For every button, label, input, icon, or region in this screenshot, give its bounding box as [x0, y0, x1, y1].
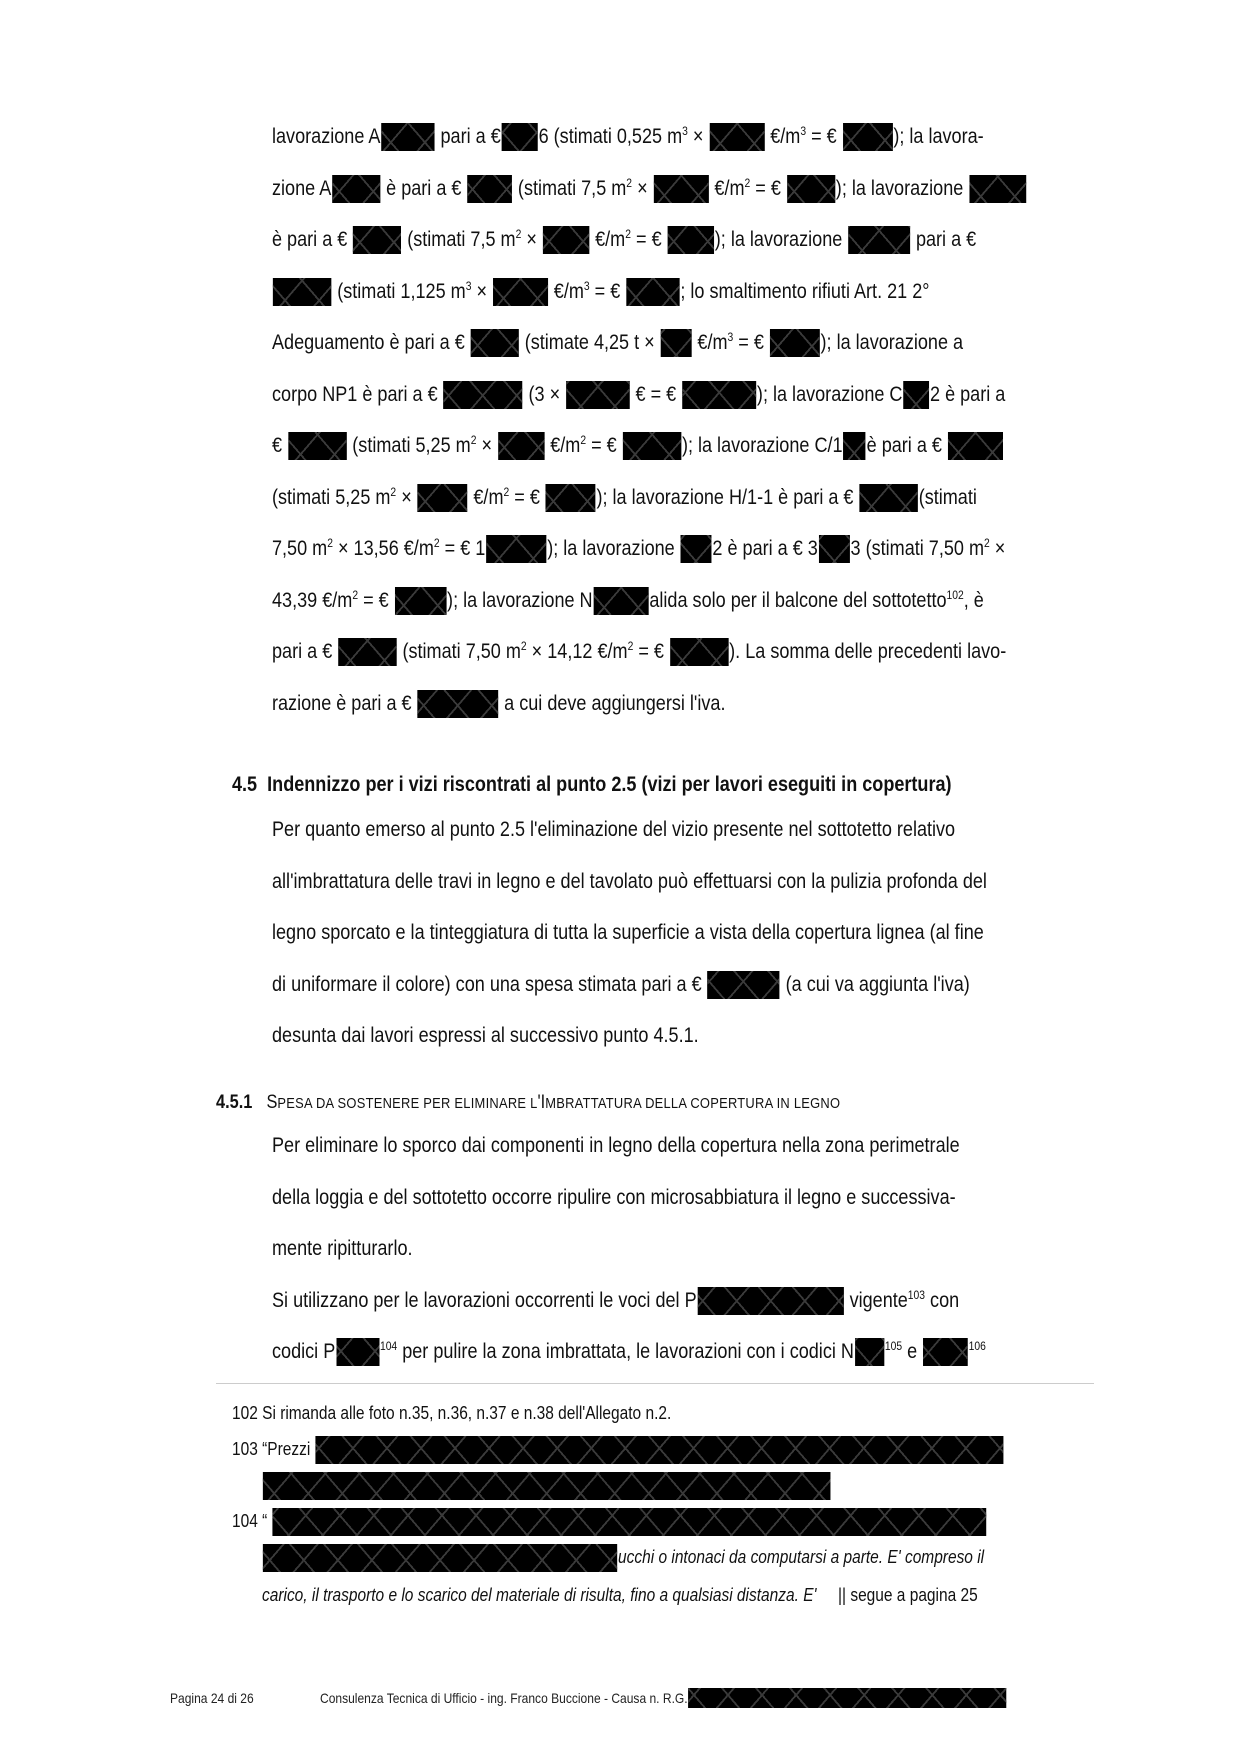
text-run: ); la lavora-: [893, 125, 984, 148]
text-run: = €: [633, 640, 669, 663]
superscript: 2: [627, 639, 634, 653]
redaction: [667, 226, 713, 254]
redaction: [498, 432, 544, 460]
text-run: ); la lavorazione H/1-1 è pari a €: [596, 485, 859, 509]
text-line: [272, 534, 1006, 564]
text-line: [272, 1183, 979, 1213]
redaction: [848, 226, 910, 254]
text-run: per pulire la zona imbrattata, le lavorazioni con i codici N: [397, 1340, 854, 1363]
text-line: [272, 328, 979, 358]
text-run: €/m: [692, 331, 728, 354]
text-line: [272, 1021, 979, 1051]
text-run: 6 (stimati 0,525 m: [538, 125, 683, 148]
text-run: corpo NP1 è pari a €: [272, 382, 443, 406]
text-line: [272, 1131, 979, 1161]
redaction: [263, 1472, 831, 1500]
superscript: 2: [626, 175, 633, 190]
text-run: e: [902, 1340, 923, 1363]
text-run: ); la lavorazione C/1: [681, 434, 843, 457]
redaction: [661, 329, 692, 357]
superscript: 2: [984, 536, 990, 550]
text-run: pari a €: [435, 125, 501, 148]
superscript: 2: [625, 227, 631, 241]
text-run: pari a €: [910, 228, 977, 251]
text-run: ); la lavorazione a: [820, 331, 964, 354]
superscript: 105: [884, 1339, 903, 1353]
text-run: legno sporcato e la tinteggiatura di tutta la superficie a vista della copertura lignea (al fine: [272, 921, 984, 944]
text-run: è pari a €: [381, 176, 467, 200]
redaction: [543, 226, 589, 254]
redaction: [486, 535, 546, 563]
redaction: [903, 381, 929, 409]
text-run: = €: [586, 434, 622, 457]
redaction: [654, 175, 709, 203]
text-run: ). La somma delle precedenti lavo-: [729, 640, 1007, 663]
text-run: €/m: [548, 279, 584, 303]
text-run: ×: [632, 176, 653, 200]
text-run: (stimate 4,25 t ×: [519, 331, 660, 354]
text-run: , è: [963, 588, 984, 612]
text-run: (stimati 5,25 m: [347, 434, 471, 457]
superscript: 3: [727, 330, 734, 344]
text-line: [272, 1337, 986, 1367]
text-run: lavorazione A: [272, 125, 381, 148]
redaction: [336, 1338, 379, 1366]
redaction: [697, 1287, 843, 1315]
text-run: (stimati 1,125 m: [332, 279, 466, 303]
text-line: [272, 815, 979, 845]
redaction: [770, 329, 820, 357]
redaction: [843, 432, 865, 460]
redaction: [566, 381, 630, 409]
text-run: (stimati 5,25 m: [272, 485, 391, 509]
redaction: [948, 432, 1003, 460]
text-run: € = €: [630, 382, 682, 406]
page-number: Pagina 24 di 26: [170, 1690, 254, 1706]
redaction: [338, 638, 396, 666]
superscript: 2: [520, 639, 527, 653]
text-run: codici P: [272, 1340, 336, 1363]
text-run: ); la lavorazione: [547, 537, 680, 560]
text-run: = €: [358, 588, 394, 612]
redaction: [626, 278, 679, 306]
section-4-5-heading: [232, 770, 952, 800]
redaction: [819, 535, 850, 563]
footnote-103: [232, 1436, 1004, 1464]
subsection-title-part: PESA DA SOSTENERE PER ELIMINARE L: [277, 1095, 538, 1112]
text-run: zione A: [272, 176, 332, 200]
subsection-number: 4.5.1: [216, 1092, 253, 1113]
text-run: ; lo smaltimento rifiuti Art. 21 2°: [680, 279, 930, 303]
text-run: × 14,12 €/m: [526, 640, 628, 663]
redaction: [502, 123, 538, 151]
text-line: [272, 1234, 979, 1264]
text-run: ×: [396, 485, 417, 509]
redaction: [623, 432, 681, 460]
text-run: pari a €: [272, 640, 338, 663]
text-line: [272, 689, 979, 719]
text-run: Si utilizzano per le lavorazioni occorrenti le voci del P: [272, 1288, 697, 1312]
text-run: €/m: [709, 176, 745, 200]
text-run: (3 ×: [523, 382, 566, 406]
footer-title-text: Consulenza Tecnica di Ufficio - ing. Franco Buccione - Causa n. R.G.: [320, 1690, 688, 1706]
section-number: 4.5: [232, 773, 258, 796]
text-run: = €: [806, 125, 842, 148]
footnote-103-cont: [262, 1472, 831, 1500]
redaction: [681, 535, 712, 563]
text-run: 3 (stimati 7,50 m: [850, 537, 985, 560]
superscript: 2: [503, 484, 510, 499]
text-run: €: [272, 434, 288, 457]
section-title: Indennizzo per i vizi riscontrati al punto 2.5 (vizi per lavori eseguiti in copertura): [267, 773, 952, 796]
text-run: = €: [733, 331, 769, 354]
text-run: della loggia e del sottotetto occorre ripulire con microsabbiatura il legno e successiva-: [272, 1185, 956, 1209]
subsection-title-initial: S: [266, 1092, 278, 1113]
redaction: [923, 1338, 968, 1366]
text-run: = €: [589, 279, 626, 303]
text-run: ); la lavorazione C: [756, 382, 903, 406]
redaction: [444, 381, 523, 409]
redaction: [381, 123, 434, 151]
text-line: [272, 122, 984, 152]
redaction: [272, 1508, 986, 1536]
superscript: 2: [470, 433, 477, 447]
text-run: (stimati 7,5 m: [402, 228, 516, 251]
text-run: Per quanto emerso al punto 2.5 l'eliminazione del vizio presente nel sottotetto relativo: [272, 818, 956, 841]
footnote-104-last-text: carico, il trasporto e lo scarico del materiale di risulta, fino a qualsiasi distanza. E': [262, 1585, 817, 1605]
text-run: Per eliminare lo sporco dai componenti in legno della copertura nella zona perimetrale: [272, 1134, 960, 1157]
text-line: [272, 637, 1007, 667]
text-run: 43,39 €/m: [272, 588, 353, 612]
text-run: ×: [521, 228, 542, 251]
text-line: [272, 277, 979, 307]
redaction: [471, 329, 519, 357]
text-run: €/m: [590, 228, 626, 251]
redaction: [395, 587, 447, 615]
superscript: 2: [744, 175, 751, 190]
redaction: [332, 175, 380, 203]
redaction: [859, 484, 917, 512]
superscript: 106: [968, 1339, 986, 1353]
text-run: è pari a €: [866, 434, 947, 457]
superscript: 2: [433, 536, 440, 550]
text-run: mente ripitturarlo.: [272, 1237, 413, 1260]
text-line: [272, 970, 979, 1000]
text-line: [272, 586, 984, 616]
superscript: 104: [379, 1339, 398, 1353]
superscript: 103: [907, 1287, 926, 1302]
text-run: = €: [509, 485, 545, 509]
redaction: [467, 175, 512, 203]
redaction: [709, 123, 764, 151]
redaction: [593, 587, 648, 615]
superscript: 2: [352, 587, 359, 602]
redaction: [670, 638, 728, 666]
superscript: 2: [390, 484, 397, 499]
text-run: ); la lavorazione: [835, 176, 969, 200]
text-run: a cui deve aggiungersi l'iva.: [499, 691, 726, 715]
text-run: con: [925, 1288, 960, 1312]
subsection-title-initial2: 'I: [537, 1092, 546, 1113]
redaction: [855, 1338, 884, 1366]
redaction: [493, 278, 548, 306]
text-run: alida solo per il balcone del sottotetto: [649, 588, 947, 612]
text-run: = € 1: [439, 537, 486, 560]
text-run: €/m: [765, 125, 801, 148]
text-line: [272, 174, 979, 204]
redaction: [969, 175, 1026, 203]
text-run: (stimati 7,50 m: [397, 640, 521, 663]
footnote-104-cont: [262, 1544, 984, 1572]
text-run: ); la lavorazione: [714, 228, 848, 251]
subsection-title-part2: MBRATTATURA DELLA COPERTURA IN LEGNO: [545, 1095, 841, 1112]
footnote-104-last: [262, 1582, 978, 1608]
text-line: [272, 918, 984, 948]
superscript: 3: [583, 278, 590, 293]
footnote-divider: [216, 1383, 1094, 1384]
redaction: [787, 175, 835, 203]
text-run: desunta dai lavori espressi al successivo punto 4.5.1.: [272, 1024, 699, 1047]
superscript: 2: [327, 536, 333, 550]
text-run: 2 è pari a € 3: [712, 537, 818, 560]
text-run: vigente: [844, 1288, 908, 1312]
text-run: 7,50 m: [272, 537, 328, 560]
text-line: [272, 867, 987, 897]
superscript: 3: [800, 124, 807, 138]
redaction: [263, 1544, 617, 1572]
text-run: €/m: [468, 485, 504, 509]
continues-next-page: || segue a pagina 25: [837, 1585, 978, 1605]
text-run: €/m: [545, 434, 581, 457]
text-run: di uniformare il colore) con una spesa stimata pari a €: [272, 972, 707, 996]
text-line: [272, 1286, 979, 1316]
redaction: [843, 123, 893, 151]
footnote-104-text: 104 “: [232, 1511, 268, 1531]
text-run: (stimati 7,5 m: [512, 176, 627, 200]
redaction: [418, 484, 468, 512]
text-run: ×: [476, 434, 498, 457]
footer-title: [320, 1688, 1008, 1708]
text-run: (stimati: [918, 485, 977, 509]
section-4-5-1-heading: [216, 1088, 840, 1119]
superscript: 2: [515, 227, 522, 241]
redaction: [708, 971, 780, 999]
footnote-104: [232, 1508, 987, 1536]
redaction: [546, 484, 596, 512]
text-run: Adeguamento è pari a €: [272, 331, 470, 354]
text-run: ); la lavorazione N: [447, 588, 593, 612]
superscript: 2: [580, 433, 587, 447]
text-line: [272, 483, 979, 513]
text-run: è pari a €: [272, 228, 353, 251]
text-run: × 13,56 €/m: [332, 537, 434, 560]
redaction: [273, 278, 331, 306]
superscript: 102: [946, 587, 964, 602]
text-run: ×: [687, 125, 709, 148]
text-run: (a cui va aggiunta l'iva): [780, 972, 970, 996]
superscript: 3: [465, 278, 472, 293]
text-line: [272, 380, 1006, 410]
redaction: [682, 381, 756, 409]
superscript: 3: [682, 124, 688, 138]
redaction: [688, 1688, 1006, 1708]
text-run: all'imbrattatura delle travi in legno e del tavolato può effettuarsi con la pulizia profonda del: [272, 869, 987, 893]
redaction: [353, 226, 401, 254]
footnote-103-text: 103 “Prezzi: [232, 1439, 311, 1459]
footnote-104-cont-text: ucchi o intonaci da computarsi a parte. E' compreso il: [618, 1547, 985, 1567]
text-run: ×: [471, 279, 493, 303]
redaction: [288, 432, 346, 460]
text-run: razione è pari a €: [272, 691, 417, 715]
text-line: [272, 225, 979, 255]
footnote-102: 102 Si rimanda alle foto n.35, n.36, n.37 e n.38 dell'Allegato n.2.: [232, 1403, 672, 1423]
redaction: [315, 1436, 1003, 1464]
text-run: 2 è pari a: [930, 382, 1006, 406]
text-run: ×: [989, 537, 1006, 560]
text-run: = €: [630, 228, 667, 251]
text-line: [272, 431, 979, 461]
redaction: [417, 690, 498, 718]
text-run: = €: [750, 176, 786, 200]
